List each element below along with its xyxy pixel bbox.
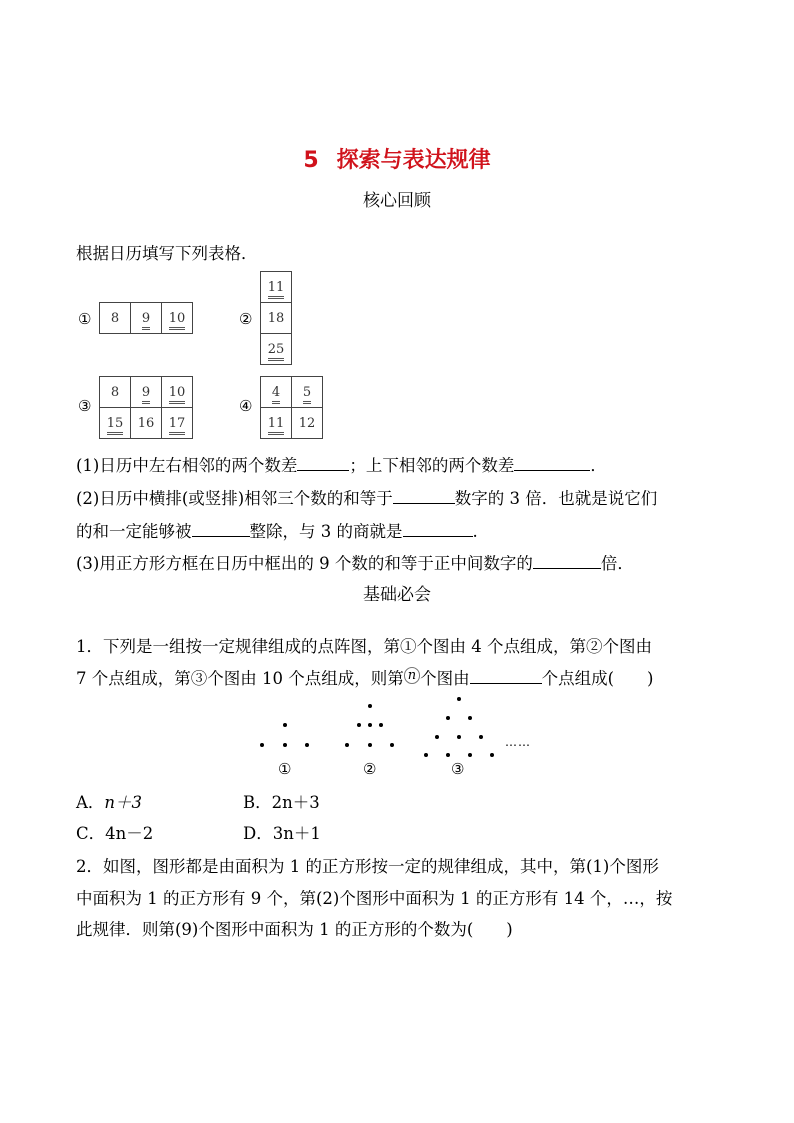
figure-label: ③ (451, 760, 465, 778)
dot (368, 723, 372, 727)
review-q1: (1)日历中左右相邻的两个数差 ；上下相邻的两个数差 ． (76, 456, 607, 475)
calendar-cell: 15 (100, 408, 131, 439)
dot (457, 697, 461, 701)
ellipsis: …… (505, 735, 531, 749)
calendar-1-label: ① (78, 310, 92, 328)
dot (390, 743, 394, 747)
calendar-cell: 12 (292, 408, 323, 439)
calendar-cell: 4 (261, 377, 292, 408)
dot (357, 723, 361, 727)
dot (468, 716, 472, 720)
calendar-cell: 9 (131, 377, 162, 408)
problem1-line1: 1．下列是一组按一定规律组成的点阵图，第①个图由 4 个点组成，第②个图由 (76, 637, 652, 656)
calendar-cell: 8 (100, 377, 131, 408)
answer-blank[interactable] (297, 456, 349, 471)
page-title (0, 143, 794, 174)
calendar-1 (99, 302, 193, 334)
option-a[interactable]: A．n＋3 (76, 793, 143, 812)
dot (345, 743, 349, 747)
answer-blank[interactable] (393, 489, 455, 504)
dot (490, 753, 494, 757)
dot (368, 704, 372, 708)
answer-blank[interactable] (192, 522, 250, 537)
problem1-line2: 7 个点组成，第③个图由 10 个点组成，则第 $^n$ 个图由 个点组成( ) (76, 668, 654, 688)
calendar-cell: 11 (261, 272, 292, 303)
dot (260, 743, 264, 747)
dot (368, 743, 372, 747)
calendar-2 (260, 271, 292, 365)
calendar-4 (260, 376, 323, 439)
dot (479, 735, 483, 739)
answer-blank[interactable] (514, 456, 590, 471)
calendar-cell: 18 (261, 303, 292, 334)
dot (446, 716, 450, 720)
option-c[interactable]: C．4n－2 (76, 824, 154, 843)
calendar-cell: 9 (131, 303, 162, 334)
calendar-3-label: ③ (78, 397, 92, 415)
answer-blank[interactable] (470, 669, 542, 684)
dot (283, 723, 287, 727)
dot (305, 743, 309, 747)
section-number: 5 (303, 148, 319, 173)
figure-label: ② (363, 760, 377, 778)
answer-blank[interactable] (533, 554, 601, 569)
figure-label: ① (278, 760, 292, 778)
calendar-cell: 16 (131, 408, 162, 439)
calendar-cell: 10 (162, 377, 193, 408)
dot (468, 753, 472, 757)
calendar-cell: 8 (100, 303, 131, 334)
calendar-cell: 25 (261, 334, 292, 365)
answer-blank[interactable] (403, 522, 473, 537)
dot (457, 735, 461, 739)
calendar-2-label: ② (239, 310, 253, 328)
review-q2-line1: (2)日历中横排(或竖排)相邻三个数的和等于 数字的 3 倍．也就是说它们 (76, 489, 658, 508)
calendar-cell: 17 (162, 408, 193, 439)
dot (435, 735, 439, 739)
option-b[interactable]: B．2n＋3 (243, 793, 320, 812)
variable-n: n (404, 667, 420, 684)
calendar-cell: 10 (162, 303, 193, 334)
section-heading-basic: 基础必会 (363, 585, 431, 605)
problem2-line1: 2．如图，图形都是由面积为 1 的正方形按一定的规律组成，其中，第(1)个图形 (76, 857, 659, 876)
dot (446, 753, 450, 757)
dot (424, 753, 428, 757)
title-text: 探索与表达规律 (336, 148, 491, 173)
calendar-3 (99, 376, 193, 439)
dot (379, 723, 383, 727)
calendar-4-label: ④ (239, 397, 253, 415)
dot (283, 743, 287, 747)
calendar-cell: 5 (292, 377, 323, 408)
option-d[interactable]: D．3n＋1 (243, 824, 321, 843)
problem2-line2: 中面积为 1 的正方形有 9 个，第(2)个图形中面积为 1 的正方形有 14 个，…，按 (76, 889, 673, 908)
intro-text: 根据日历填写下列表格． (76, 244, 258, 263)
review-q3: (3)用正方形方框在日历中框出的 9 个数的和等于正中间数字的 倍． (76, 554, 634, 573)
problem2-line3: 此规律．则第(9)个图形中面积为 1 的正方形的个数为( ) (76, 920, 513, 939)
review-q2-line2: 的和一定能够被 整除，与 3 的商就是 . (76, 522, 478, 541)
section-heading-review: 核心回顾 (363, 191, 431, 211)
calendar-cell: 11 (261, 408, 292, 439)
